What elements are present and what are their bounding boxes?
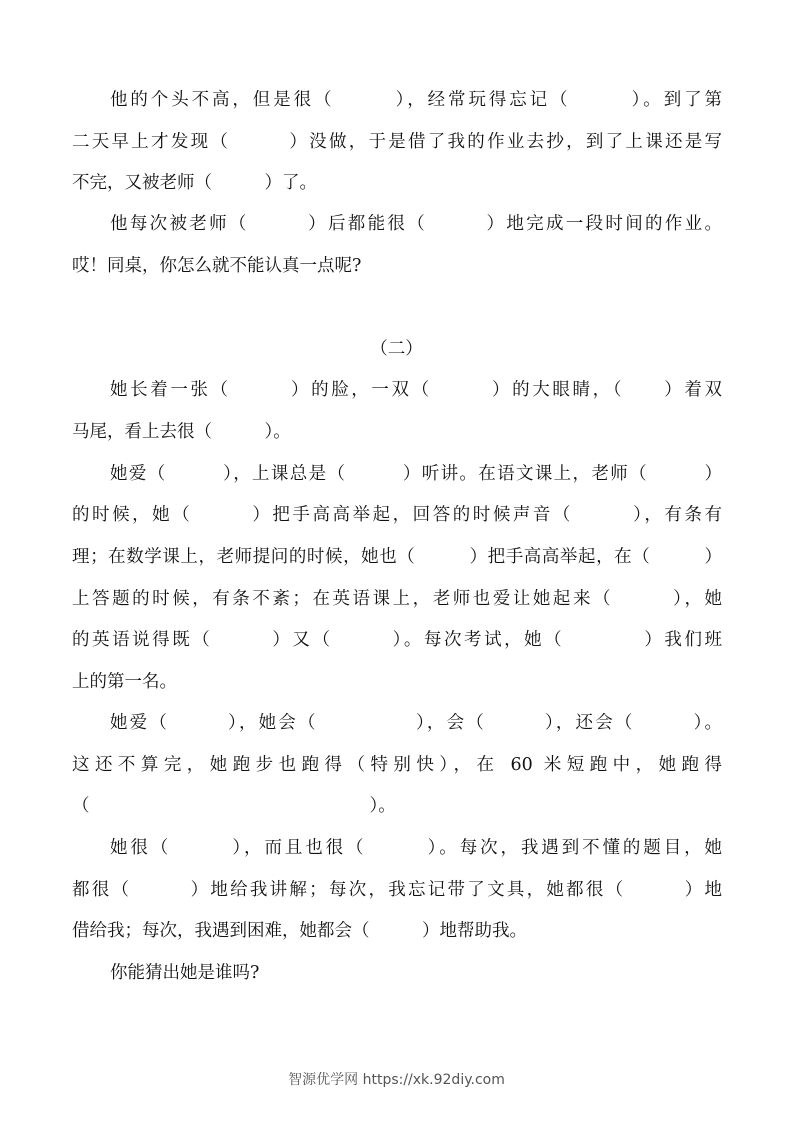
- text-line: 理；在数学课上，老师提问的时候，她也（ ）把手高高举起，在（ ）: [72, 547, 722, 567]
- section-heading: （二）: [370, 339, 423, 359]
- text-line: （ ）。: [72, 796, 396, 816]
- text-line: 她很（ ），而且也很（ ）。每次，我遇到不懂的题目，她: [110, 838, 722, 858]
- text-line: 上答题的时候，有条不紊；在英语课上，老师也爱让她起来（ ），她: [72, 589, 722, 609]
- text-line: 上的第一名。: [72, 672, 177, 692]
- text-line: 她爱（ ），她会（ ），会（ ），还会（ ）。: [110, 713, 722, 733]
- text-line: 不完，又被老师（ ）了。: [72, 173, 317, 193]
- text-line: 她爱（ ），上课总是（ ）听讲。在语文课上，老师（ ）: [110, 464, 722, 484]
- text-line: 他每次被老师（ ）后都能很（ ）地完成一段时间的作业。: [110, 214, 722, 234]
- text-line: 的时候，她（ ）把手高高举起，回答的时候声音（ ），有条有: [72, 505, 722, 525]
- text-line: 二天早上才发现（ ）没做，于是借了我的作业去抄，到了上课还是写: [72, 132, 722, 152]
- text-line: 这还不算完，她跑步也跑得（特别快），在 60 米短跑中，她跑得: [72, 755, 722, 775]
- text-line: 哎！同桌，你怎么就不能认真一点呢?: [72, 256, 362, 276]
- text-line: 马尾，看上去很（ ）。: [72, 422, 291, 442]
- text-line: 你能猜出她是谁吗?: [110, 963, 260, 983]
- text-line: 他的个头不高，但是很（ ），经常玩得忘记（ ）。到了第: [110, 90, 722, 110]
- text-line: 借给我；每次，我遇到困难，她都会（ ）地帮助我。: [72, 921, 527, 941]
- text-line: 的英语说得既（ ）又（ ）。每次考试，她（ ）我们班: [72, 630, 722, 650]
- footer-watermark: 智源优学网 https://xk.92diy.com: [288, 1072, 505, 1088]
- text-line: 她长着一张（ ）的脸，一双（ ）的大眼睛，（ ）着双: [110, 380, 722, 400]
- text-line: 都很（ ）地给我讲解；每次，我忘记带了文具，她都很（ ）地: [72, 880, 722, 900]
